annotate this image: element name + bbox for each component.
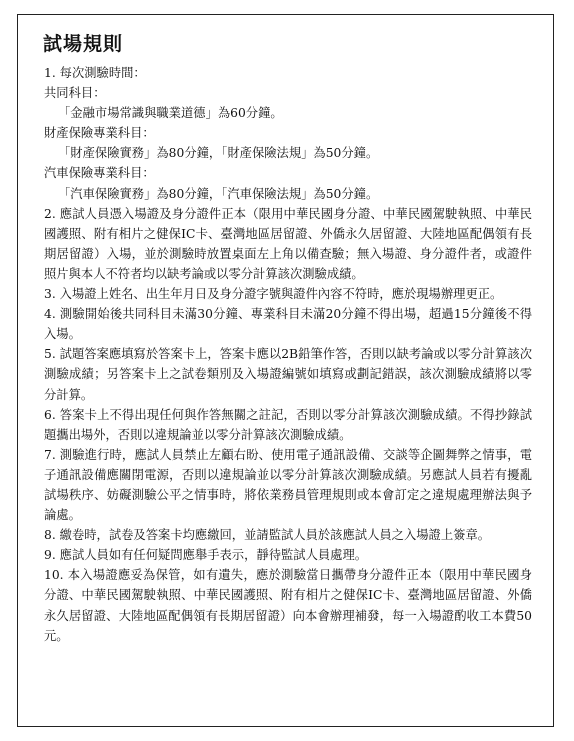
rules-body	[44, 63, 532, 646]
rule-item: 8. 繳卷時，試卷及答案卡均應繳回，並請監試人員於該應試人員之入場證上簽章。	[44, 528, 491, 543]
rule-item: 2. 應試人員憑入場證及身分證件正本（限用中華民國身分證、中華民國駕駛執照、中華民國護照、附有相片之健保IC卡、臺灣地區居留證、外僑永久居留證、大陸地區配偶領有長期居留證）入場，並於測驗時放置桌面左上角以備查驗；無入場證、身分證件者，或證件照片與本人不符者均以缺考論或以零分計算該次測驗成績。	[44, 206, 532, 281]
rule-item: 7. 測驗進行時，應試人員禁止左顧右盼、使用電子通訊設備、交談等企圖舞弊之情事，電子通訊設備應關閉電源，否則以違規論並以零分計算該次測驗成績。另應試人員若有擾亂試場秩序、妨礙測驗公平之情事時，將依業務員管理規則或本會訂定之違規處理辦法與予論處。	[44, 447, 532, 523]
rule-item: 5. 試題答案應填寫於答案卡上，答案卡應以2B鉛筆作答，否則以缺考論或以零分計算該次測驗成績；另答案卡上之試卷類別及入場證編號如填寫或劃記錯誤，該次測驗成績將以零分計算。	[44, 347, 532, 402]
property-subject-detail: 「財產保險實務」為80分鐘，「財產保險法規」為50分鐘。	[58, 146, 379, 161]
rule-item: 6. 答案卡上不得出現任何與作答無關之註記，否則以零分計算該次測驗成績。不得抄錄試題攜出場外，否則以違規論並以零分計算該次測驗成績。	[44, 407, 532, 442]
common-subject-detail: 「金融市場常識與職業道德」為60分鐘。	[58, 106, 283, 121]
property-subject-label: 財產保險專業科目：	[44, 126, 155, 141]
auto-subject-detail: 「汽車保險實務」為80分鐘，「汽車保險法規」為50分鐘。	[58, 186, 379, 201]
common-subject-label: 共同科目：	[44, 86, 106, 101]
rule-1-heading: 1. 每次測驗時間：	[44, 66, 146, 80]
rule-item: 10. 本入場證應妥為保管，如有遺失，應於測驗當日攜帶身分證件正本（限用中華民國身分證、中華民國駕駛執照、中華民國護照、附有相片之健保IC卡、臺灣地區居留證、外僑永久居留證、大陸地區配偶領有長期居留證）向本會辦理補發，每一入場證酌收工本費50元。	[44, 568, 532, 643]
rule-item: 3. 入場證上姓名、出生年月日及身分證字號與證件內容不符時，應於現場辦理更正。	[44, 287, 503, 302]
exam-rules-panel	[17, 14, 554, 727]
rule-item: 4. 測驗開始後共同科目未滿30分鐘、專業科目未滿20分鐘不得出場，超過15分鐘後不得入場。	[44, 307, 532, 342]
auto-subject-label: 汽車保險專業科目：	[44, 166, 155, 181]
rule-item: 9. 應試人員如有任何疑問應舉手表示，靜待監試人員處理。	[44, 548, 368, 563]
page-title: 試場規則	[43, 33, 124, 55]
